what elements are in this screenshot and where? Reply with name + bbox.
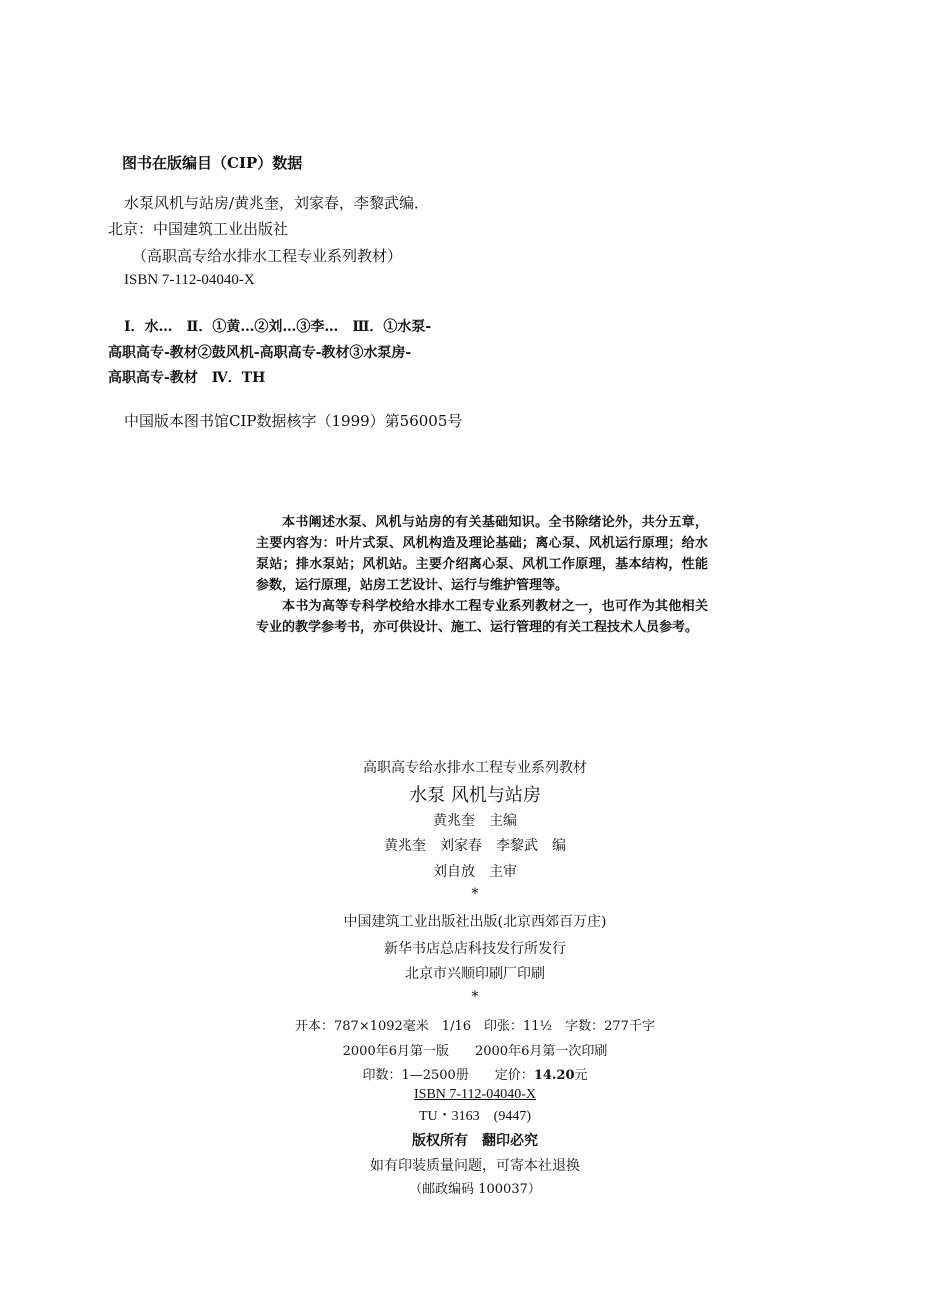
cip-series-line: （高职高专给水排水工程专业系列教材） [132,247,403,265]
colophon-reviewer: 刘自放 主审 [433,864,517,880]
colophon-isbn-block [190,1087,760,1103]
colophon-series: 高职高专给水排水工程专业系列教材 [363,760,587,776]
colophon-separator-2: * [471,989,479,1005]
cip-subject-line-1: Ⅰ．水… Ⅱ．①黄…②刘…③李… Ⅲ．①水泵- [124,319,432,335]
cip-subject-line-2: 高职高专-教材②鼓风机-高职高专-教材③水泵房- [108,345,412,361]
colophon-price: 14.20 [533,1068,575,1083]
colophon-chief-editor: 黄兆奎 主编 [433,813,517,829]
cip-heading: 图书在版编目（CIP）数据 [122,154,303,172]
colophon-editors: 黄兆奎 刘家春 李黎武 编 [384,838,566,854]
colophon-print-run-text: 印数：1—2500册 定价： [362,1068,534,1083]
colophon [190,0,760,1300]
cip-title-line: 水泵风机与站房/黄兆奎，刘家春，李黎武编． [124,194,430,212]
cip-publisher-line: 北京：中国建筑工业出版社 [108,220,289,238]
colophon-book-title: 水泵 风机与站房 [409,785,541,806]
cip-record-line: 中国版本图书馆CIP数据核字（1999）第56005号 [124,412,463,430]
colophon-publisher: 中国建筑工业出版社出版(北京西郊百万庄) [343,914,607,930]
colophon-copyright: 版权所有 翻印必究 [412,1133,538,1149]
colophon-printer: 北京市兴顺印刷厂印刷 [405,966,545,982]
colophon-class-number: TU・3163 (9447) [419,1109,531,1124]
colophon-return-note: 如有印装质量问题，可寄本社退换 [370,1158,580,1174]
colophon-edition: 2000年6月第一版 2000年6月第一次印刷 [342,1044,608,1059]
colophon-isbn: ISBN 7-112-04040-X [414,1087,536,1102]
cip-subject-line-3: 高职高专-教材 Ⅳ．TH [108,370,266,386]
colophon-print-run [190,1064,760,1083]
abstract-paragraph-1: 本书阐述水泵、风机与站房的有关基础知识。全书除绪论外，共分五章，主要内容为：叶片式泵、风机构造及理论基础；离心泵、风机运行原理；给水泵站；排水泵站；风机站。主要介绍离心泵、风机工作原理，基本结构，性能参数，运行原理，站房工艺设计、运行与维护管理等。 [256,515,708,593]
abstract-paragraph-2: 本书为高等专科学校给水排水工程专业系列教材之一，也可作为其他相关专业的教学参考书，亦可供设计、施工、运行管理的有关工程技术人员参考。 [256,599,708,635]
colophon-separator-1: * [471,886,479,902]
colophon-postcode: （邮政编码 100037） [409,1182,541,1197]
cip-isbn-line: ISBN 7-112-04040-X [124,272,255,288]
colophon-format: 开本：787×1092毫米 1/16 印张：11½ 字数：277千字 [295,1019,655,1034]
colophon-price-unit: 元 [574,1068,588,1083]
colophon-distributor: 新华书店总店科技发行所发行 [384,941,566,957]
